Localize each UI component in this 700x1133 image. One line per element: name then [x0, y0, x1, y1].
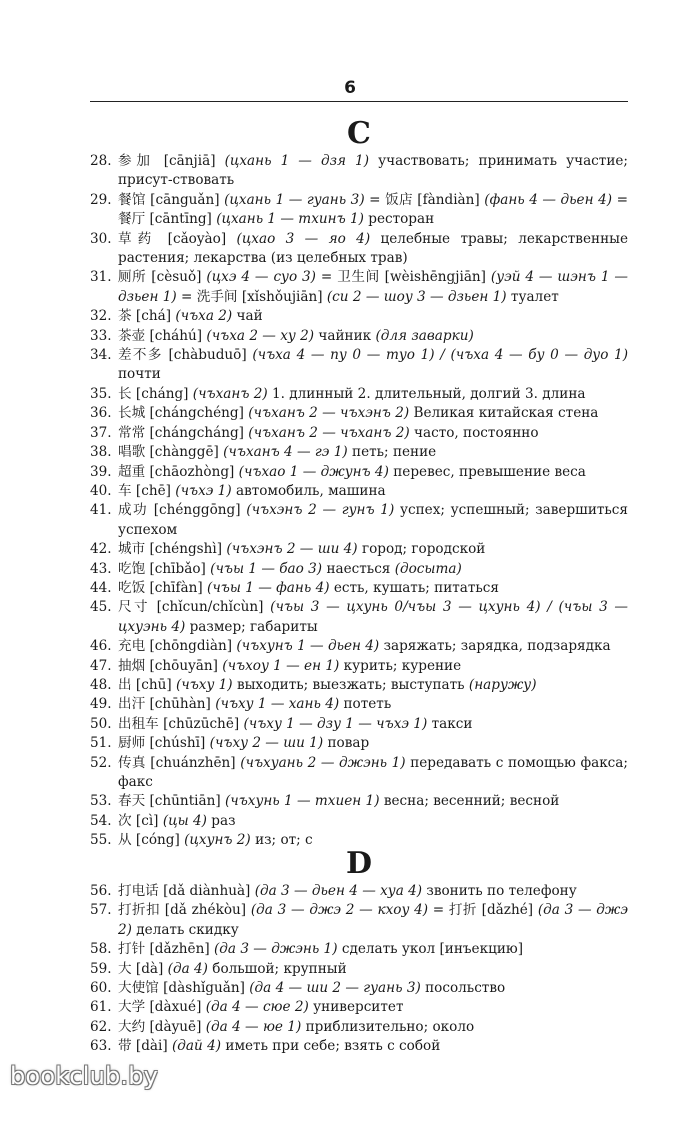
dictionary-entry [90, 960, 628, 979]
entry-number: 62. [90, 1018, 112, 1035]
entry-text: 差不多 [chàbuduō] [118, 347, 253, 364]
entry-text: 超重 [chāozhòng] [118, 463, 239, 480]
entry-text: 打电话 [dǎ diànhuà] [118, 883, 255, 899]
entry-number: 57. [90, 902, 112, 919]
entry-transcription: (чъханъ 4 — гэ 1) [223, 444, 348, 461]
dictionary-entry [90, 404, 628, 423]
entry-number: 33. [90, 327, 112, 344]
entry-transcription: (цхэ 4 — суо 3) [206, 269, 316, 286]
entry-text: почти [118, 366, 161, 383]
dictionary-entry [90, 792, 628, 811]
entry-transcription: (цхань 1 — тхинъ 1) [216, 211, 364, 228]
entry-text: 次 [cì] [118, 812, 163, 829]
entry-text: туалет [506, 288, 559, 305]
entry-text: есть, кушать; питаться [329, 579, 499, 596]
entry-text: 带 [dài] [118, 1038, 172, 1055]
entry-text: 春天 [chūntiān] [118, 793, 225, 810]
dictionary-entry [90, 882, 628, 901]
entry-text: 大使馆 [dàshǐguǎn] [118, 980, 250, 997]
entry-text: звонить по телефону [422, 883, 577, 899]
entry-text: университет [308, 999, 404, 1016]
entry-transcription: (чъы 1 — бао 3) [210, 560, 323, 577]
entry-text: 茶壶 [cháhú] [118, 327, 207, 344]
entry-transcription: (чъхоу 1 — ен 1) [222, 657, 340, 674]
entry-transcription: (цхань 1 — дзя 1) [224, 153, 370, 169]
entry-transcription: (цхао 3 — яо 4) [236, 230, 371, 247]
entry-number: 39. [90, 463, 112, 480]
entry-text: = 卫生间 [wèishēngjiān] [316, 269, 491, 286]
entry-number: 31. [90, 269, 112, 286]
entry-transcription: (да 4 — ши 2 — гуань 3) [249, 980, 421, 997]
entry-text: 大约 [dàyuē] [118, 1018, 206, 1035]
entry-transcription: (чъху 1 — хань 4) [215, 696, 340, 713]
dictionary-entry [90, 443, 628, 462]
entry-transcription: (чъху 1 — дзу 1 — чъхэ 1) [243, 715, 428, 732]
entry-number: 41. [90, 502, 112, 519]
entry-text: = 打折 [dǎzhé] [428, 902, 538, 919]
entry-text: 成功 [chénggōng] [118, 502, 247, 519]
dictionary-entry [90, 482, 628, 501]
entry-number: 35. [90, 385, 112, 402]
entry-transcription: (да 4 — юе 1) [205, 1018, 302, 1035]
entry-transcription: (да 4 — сюе 2) [205, 999, 309, 1016]
entry-text: часто, постоянно [409, 424, 539, 441]
entry-text: перевес, превышение веса [388, 463, 586, 480]
entry-transcription: (чъханъ 2 — чъханъ 2) [248, 424, 410, 441]
entry-transcription: (цхань 1 — гуань 3) [224, 191, 365, 208]
entry-transcription: (чъхуань 2 — джэнь 1) [240, 754, 406, 771]
entry-transcription: (чъхао 1 — джунъ 4) [238, 463, 389, 480]
entry-number: 56. [90, 883, 112, 899]
entry-number: 58. [90, 941, 112, 958]
entry-number: 61. [90, 999, 112, 1016]
entry-text: иметь при себе; взять с собой [221, 1038, 441, 1055]
entry-text: 餐馆 [cānguǎn] [118, 191, 225, 208]
entry-number: 40. [90, 482, 112, 499]
entry-number: 29. [90, 191, 112, 208]
dictionary-entry [90, 307, 628, 326]
entry-text: передавать с помощью факса; факс [118, 754, 628, 790]
entry-text: целебные травы; лекарственные растения; лекарства (из целебных трав) [118, 230, 628, 267]
entry-text: 出 [chū] [118, 676, 176, 693]
entry-transcription: (да 3 — джэ 2) [118, 902, 628, 938]
entry-number: 30. [90, 230, 112, 247]
entry-text: 车 [chē] [118, 482, 176, 499]
entry-transcription: (да 3 — дьен 4 — хуа 4) [254, 883, 423, 899]
section-letter: C [347, 116, 371, 151]
entry-number: 43. [90, 560, 112, 577]
dictionary-entry [90, 152, 628, 191]
entry-number: 60. [90, 980, 112, 997]
entry-transcription: (чъы 1 — фань 4) [207, 579, 330, 596]
entry-text: курить; курение [339, 657, 462, 674]
watermark-logo: bookclub.by [10, 1062, 159, 1090]
entry-number: 55. [90, 832, 112, 849]
entry-transcription: (чъхунь 1 — тхиен 1) [224, 793, 380, 810]
dictionary-entry [90, 560, 628, 579]
dictionary-entry [90, 812, 628, 831]
dictionary-entry [90, 734, 628, 753]
entry-text: петь; пение [347, 444, 437, 461]
entry-text: 吃饱 [chībǎo] [118, 560, 211, 577]
dictionary-entry [90, 346, 628, 385]
entry-number: 53. [90, 793, 112, 810]
entry-text: 传真 [chuánzhēn] [118, 754, 241, 771]
entry-text: делать скидку [131, 921, 239, 938]
entry-transcription: (чъху 2 — ши 1) [209, 735, 324, 752]
entry-number: 28. [90, 153, 112, 169]
entry-text: 从 [cóng] [118, 832, 185, 849]
entry-text: сделать укол [инъекцию] [337, 941, 524, 958]
entry-text: участвовать; принимать участие; присут-ствовать [118, 153, 628, 189]
entry-text: повар [323, 735, 370, 752]
entry-text: автомобиль, машина [231, 482, 386, 499]
entry-number: 48. [90, 676, 112, 693]
entry-text: из; от; с [250, 832, 313, 849]
dictionary-entry [90, 940, 628, 959]
dictionary-entry [90, 327, 628, 346]
entry-number: 46. [90, 638, 112, 655]
entry-text: приблизительно; около [301, 1018, 475, 1035]
entry-text: чай [232, 308, 263, 325]
entry-number: 32. [90, 308, 112, 325]
entry-text: 城市 [chéngshì] [118, 541, 227, 558]
entry-number: 52. [90, 754, 112, 771]
entry-text: 出汗 [chūhàn] [118, 696, 216, 713]
entry-list [90, 882, 628, 1057]
entry-number: 42. [90, 541, 112, 558]
entry-number: 54. [90, 812, 112, 829]
entry-transcription: (уэй 4 — шэнъ 1 — дзьен 1) [118, 269, 629, 305]
entry-number: 59. [90, 960, 112, 977]
entry-text: 充电 [chōngdiàn] [118, 638, 237, 655]
page-number: 6 [344, 78, 356, 98]
dictionary-entry [90, 385, 628, 404]
entry-transcription: (чъху 1) [175, 676, 233, 693]
entry-text: 大 [dà] [118, 960, 168, 977]
entry-text: размер; габариты [185, 618, 318, 635]
dictionary-entry [90, 637, 628, 656]
entry-text: 草药 [cǎoyào] [118, 230, 237, 247]
entry-transcription: (чъы 3 — цхунь 0/чъы 3 — цхунь 4) / (чъы 3 — цхуэнь 4) [118, 599, 628, 635]
entry-text: выходить; выезжать; выступать [232, 676, 469, 693]
section-c [90, 116, 628, 851]
entry-number: 63. [90, 1038, 112, 1055]
dictionary-entry [90, 695, 628, 714]
dictionary-entry [90, 501, 628, 540]
dictionary-entry [90, 598, 628, 637]
entry-text: наесться [322, 560, 395, 577]
entry-text: 唱歌 [chànggē] [118, 444, 224, 461]
header-rule [90, 101, 628, 102]
dictionary-entry [90, 463, 628, 482]
entry-text: чайник [314, 327, 376, 344]
entry-text: потеть [339, 696, 392, 713]
entry-text: 大学 [dàxué] [118, 999, 206, 1016]
dictionary-entry [90, 191, 628, 230]
entry-transcription: (цы 4) [162, 812, 207, 829]
entry-list [90, 152, 628, 851]
entry-number: 51. [90, 735, 112, 752]
dictionary-entry [90, 579, 628, 598]
entry-text: = 洗手间 [xǐshǒujiān] [176, 288, 327, 305]
dictionary-entry [90, 540, 628, 559]
entry-text: заряжать; зарядка, подзарядка [379, 638, 611, 655]
entry-text: город; городской [357, 541, 486, 558]
entry-transcription: (да 4) [167, 960, 208, 977]
entry-transcription: (чъхунъ 1 — дьен 4) [236, 638, 380, 655]
entry-transcription: (чъхэ 1) [175, 482, 232, 499]
dictionary-entry [90, 998, 628, 1017]
entry-transcription: (да 3 — джэ 2 — кхоу 4) [250, 902, 429, 919]
entry-transcription: (чъхэнъ 2 — ши 4) [226, 541, 358, 558]
entry-text: = 餐厅 [cāntīng] [118, 191, 628, 228]
dictionary-entry [90, 901, 628, 940]
entry-number: 47. [90, 657, 112, 674]
entry-transcription: (чъхэнъ 2 — гунъ 1) [246, 502, 395, 519]
entry-number: 38. [90, 444, 112, 461]
entry-transcription: (чъха 4 — пу 0 — туо 1) / (чъха 4 — бу 0 — дуо 1) [252, 347, 628, 364]
entry-number: 44. [90, 579, 112, 596]
entry-text: успех; успешный; завершиться успехом [118, 502, 628, 538]
entry-text: 常常 [chángcháng] [118, 424, 249, 441]
entry-text: посольство [420, 980, 506, 997]
entry-transcription: (цхунъ 2) [184, 832, 251, 849]
entry-transcription: (чъха 2) [175, 308, 233, 325]
entry-text: 抽烟 [chōuyān] [118, 657, 223, 674]
entry-text: такси [427, 715, 473, 732]
dictionary-entry [90, 657, 628, 676]
dictionary-entry [90, 754, 628, 793]
entry-text: 长城 [chángchéng] [118, 405, 249, 422]
entry-text: 厕所 [cèsuǒ] [118, 269, 207, 286]
entry-text: ресторан [363, 211, 435, 228]
dictionary-entry [90, 230, 628, 269]
entry-text: 吃饭 [chīfàn] [118, 579, 208, 596]
entry-text: 出租车 [chūzūchē] [118, 715, 244, 732]
entry-text: 参加 [cānjiā] [118, 153, 225, 169]
entry-text: = 饭店 [fàndiàn] [364, 191, 485, 208]
entry-transcription: (досыта) [394, 560, 462, 577]
entry-text: 茶 [chá] [118, 308, 176, 325]
dictionary-entry [90, 268, 628, 307]
entry-transcription: (да 3 — джэнь 1) [213, 941, 338, 958]
dictionary-entry [90, 979, 628, 998]
section-d [90, 846, 628, 1057]
entry-text: раз [206, 812, 236, 829]
entry-text: 1. длинный 2. длительный, долгий 3. длина [267, 385, 586, 402]
dictionary-entry [90, 715, 628, 734]
entry-text: весна; весенний; весной [379, 793, 560, 810]
entry-number: 34. [90, 347, 112, 364]
dictionary-entry [90, 424, 628, 443]
entry-text: 打折扣 [dǎ zhékòu] [118, 902, 251, 919]
dictionary-entry [90, 1037, 628, 1056]
entry-text: большой; крупный [207, 960, 347, 977]
entry-number: 50. [90, 715, 112, 732]
entry-transcription: (чъханъ 2) [192, 385, 268, 402]
dictionary-entry [90, 676, 628, 695]
entry-transcription: (дай 4) [172, 1038, 222, 1055]
entry-transcription: (чъханъ 2 — чъхэнъ 2) [248, 405, 410, 422]
entry-transcription: (для заварки) [375, 327, 474, 344]
entry-number: 45. [90, 599, 112, 616]
section-letter: D [345, 846, 372, 881]
entry-text: 长 [cháng] [118, 385, 193, 402]
entry-transcription: (фань 4 — дьен 4) [484, 191, 613, 208]
entry-number: 49. [90, 696, 112, 713]
entry-text: 打针 [dǎzhēn] [118, 941, 214, 958]
entry-text: 厨师 [chúshī] [118, 735, 210, 752]
entry-text: Великая китайская стена [409, 405, 599, 422]
entry-transcription: (си 2 — шоу 3 — дзьен 1) [326, 288, 507, 305]
entry-transcription: (наружу) [468, 676, 537, 693]
entry-transcription: (чъха 2 — ху 2) [206, 327, 315, 344]
entry-number: 37. [90, 424, 112, 441]
entry-text: 尺寸 [chǐcun/chǐcùn] [118, 599, 271, 616]
dictionary-entry [90, 1018, 628, 1037]
entry-number: 36. [90, 405, 112, 422]
